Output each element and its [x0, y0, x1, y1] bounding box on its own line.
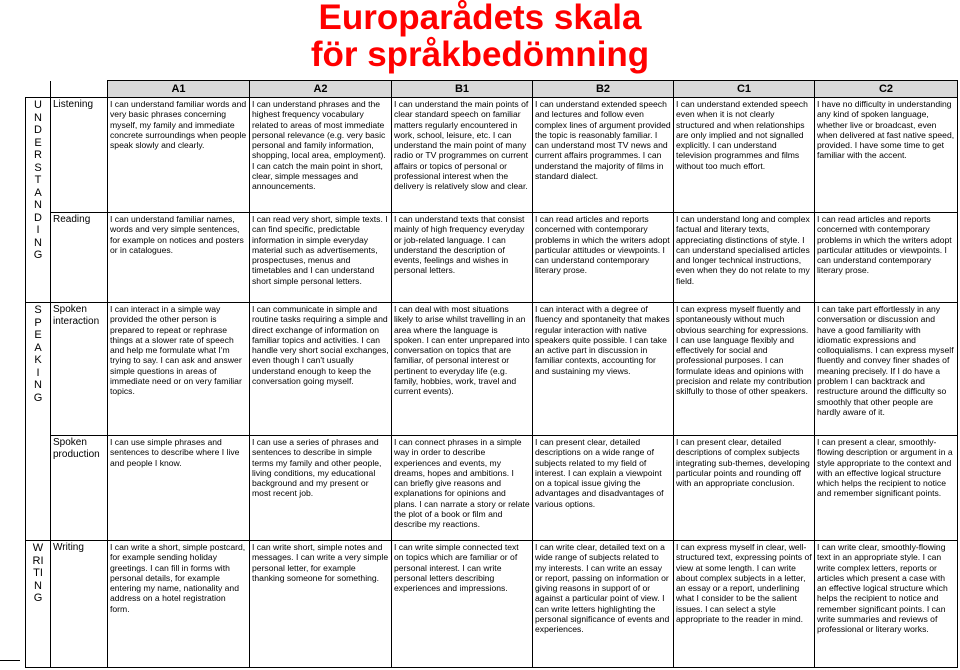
cell-reading-b1: I can understand texts that consist mainly of high frequency everyday or job-related language. I can understand the description of events, feelings and wishes in personal letters. [392, 213, 533, 303]
table-row-spoken-interaction [26, 303, 958, 436]
cell-interaction-b2: I can interact with a degree of fluency and spontaneity that makes regular interaction with native speakers quite possible. I can take an active part in discussion in familiar contexts, accounting for and sustaining my views. [533, 303, 674, 436]
cell-interaction-a2: I can communicate in simple and routine tasks requiring a simple and direct exchange of information on familiar topics and activities. I can handle very short social exchanges, even though I can't usually understand enough to keep the conversation going myself. [250, 303, 392, 436]
cell-reading-a1: I can understand familiar names, words and very simple sentences, for example on notices and posters or in catalogues. [108, 213, 250, 303]
level-header-a2: A2 [250, 81, 392, 98]
table-row-reading [26, 213, 958, 303]
cell-interaction-c2: I can take part effortlessly in any conversation or discussion and have a good familiarity with idiomatic expressions and colloquialisms. I can express myself fluently and convey finer shades of meaning precisely. If I do have a problem I can backtrack and restructure around the difficulty so smoothly that other people are hardly aware of it. [815, 303, 958, 436]
cefr-scale-table [25, 80, 958, 668]
section-label-writing: W RI TI N G [26, 541, 51, 668]
cell-production-c2: I can present a clear, smoothly-flowing description or argument in a style appropriate to the context and with an effective logical structure which helps the recipient to notice and remember significant points. [815, 436, 958, 541]
cell-writing-a1: I can write a short, simple postcard, for example sending holiday greetings. I can fill in forms with personal details, for example entering my name, nationality and address on a hotel registration form. [108, 541, 250, 668]
cell-writing-c2: I can write clear, smoothly-flowing text in an appropriate style. I can write complex letters, reports or articles which present a case with an effective logical structure which helps the recipient to notice and remember significant points. I can write summaries and reviews of professional or literary works. [815, 541, 958, 668]
level-header-b1: B1 [392, 81, 533, 98]
cell-listening-c1: I can understand extended speech even when it is not clearly structured and when relationships are only implied and not signalled explicitly. I can understand television programmes and films without too much effort. [674, 98, 815, 213]
cell-production-b2: I can present clear, detailed descriptions on a wide range of subjects related to my field of interest. I can explain a viewpoint on a topical issue giving the advantages and disadvantages of various options. [533, 436, 674, 541]
cell-reading-b2: I can read articles and reports concerned with contemporary problems in which the writers adopt particular attitudes or viewpoints. I can understand contemporary literary prose. [533, 213, 674, 303]
cell-interaction-b1: I can deal with most situations likely to arise whilst travelling in an area where the language is spoken. I can enter unprepared into conversation on topics that are familiar, of personal interest or pertinent to everyday life (e.g. family, hobbies, work, travel and current events). [392, 303, 533, 436]
skill-label-reading: Reading [51, 213, 108, 303]
skill-label-spoken-production: Spoken production [51, 436, 108, 541]
cell-reading-c2: I can read articles and reports concerned with contemporary problems in which the writers adopt particular attitudes or viewpoints. I can understand contemporary literary prose. [815, 213, 958, 303]
level-header-a1: A1 [108, 81, 250, 98]
slide-footer-rule [0, 660, 20, 661]
cell-listening-c2: I have no difficulty in understanding any kind of spoken language, whether live or broadcast, even when delivered at fast native speed, provided. I have some time to get familiar with the accent. [815, 98, 958, 213]
section-label-understanding: U N D E R S T A N D I N G [26, 98, 51, 303]
level-header-b2: B2 [533, 81, 674, 98]
table-row-listening [26, 98, 958, 213]
cell-writing-c1: I can express myself in clear, well-structured text, expressing points of view at some length. I can write about complex subjects in a letter, an essay or a report, underlining what I consider to be the salient issues. I can select a style appropriate to the reader in mind. [674, 541, 815, 668]
cell-writing-b2: I can write clear, detailed text on a wide range of subjects related to my interests. I can write an essay or report, passing on information or giving reasons in support of or against a particular point of view. I can write letters highlighting the personal significance of events and experiences. [533, 541, 674, 668]
level-header-c1: C1 [674, 81, 815, 98]
skill-label-writing: Writing [51, 541, 108, 668]
cell-interaction-a1: I can interact in a simple way provided the other person is prepared to repeat or rephrase things at a slower rate of speech and help me formulate what I'm trying to say. I can ask and answer simple questions in areas of immediate need or on very familiar topics. [108, 303, 250, 436]
title-line-1: Europarådets skala [318, 0, 642, 37]
cell-production-b1: I can connect phrases in a simple way in order to describe experiences and events, my dreams, hopes and ambitions. I can briefly give reasons and explanations for opinions and plans. I can narrate a story or relate the plot of a book or film and describe my reactions. [392, 436, 533, 541]
cell-writing-a2: I can write short, simple notes and messages. I can write a very simple personal letter, for example thanking someone for something. [250, 541, 392, 668]
cell-production-c1: I can present clear, detailed descriptions of complex subjects integrating sub-themes, developing particular points and rounding off with an appropriate conclusion. [674, 436, 815, 541]
table-row-writing [26, 541, 958, 668]
cell-writing-b1: I can write simple connected text on topics which are familiar or of personal interest. I can write personal letters describing experiences and impressions. [392, 541, 533, 668]
cell-listening-b2: I can understand extended speech and lectures and follow even complex lines of argument provided the topic is reasonably familiar. I can understand most TV news and current affairs programmes. I can understand the majority of films in standard dialect. [533, 98, 674, 213]
skill-label-spoken-interaction: Spoken interaction [51, 303, 108, 436]
cell-reading-a2: I can read very short, simple texts. I can find specific, predictable information in simple everyday material such as advertisements, prospectuses, menus and timetables and I can understand short simple personal letters. [250, 213, 392, 303]
level-header-c2: C2 [815, 81, 958, 98]
section-label-speaking: S P E A K I N G [26, 303, 51, 541]
cell-listening-a2: I can understand phrases and the highest frequency vocabulary related to areas of most immediate personal relevance (e.g. very basic personal and family information, shopping, local area, employment). I can catch the main point in short, clear, simple messages and announcements. [250, 98, 392, 213]
cell-listening-b1: I can understand the main points of clear standard speech on familiar matters regularly encountered in work, school, leisure, etc. I can understand the main point of many radio or TV programmes on current affairs or topics of personal or professional interest when the delivery is relatively slow and clear. [392, 98, 533, 213]
title-line-2: för språkbedömning [310, 35, 650, 74]
level-header-row [26, 81, 958, 98]
header-blank-skill [51, 81, 108, 98]
cell-production-a2: I can use a series of phrases and sentences to describe in simple terms my family and other people, living conditions, my educational background and my present or most recent job. [250, 436, 392, 541]
skill-label-listening: Listening [51, 98, 108, 213]
header-blank [26, 81, 51, 98]
cell-listening-a1: I can understand familiar words and very basic phrases concerning myself, my family and immediate concrete surroundings when people speak slowly and clearly. [108, 98, 250, 213]
cell-interaction-c1: I can express myself fluently and spontaneously without much obvious searching for expressions. I can use language flexibly and effectively for social and professional purposes. I can formulate ideas and opinions with precision and relate my contribution skilfully to those of other speakers. [674, 303, 815, 436]
cell-reading-c1: I can understand long and complex factual and literary texts, appreciating distinctions of style. I can understand specialised articles and longer technical instructions, even when they do not relate to my field. [674, 213, 815, 303]
cell-production-a1: I can use simple phrases and sentences to describe where I live and people I know. [108, 436, 250, 541]
table-row-spoken-production [26, 436, 958, 541]
